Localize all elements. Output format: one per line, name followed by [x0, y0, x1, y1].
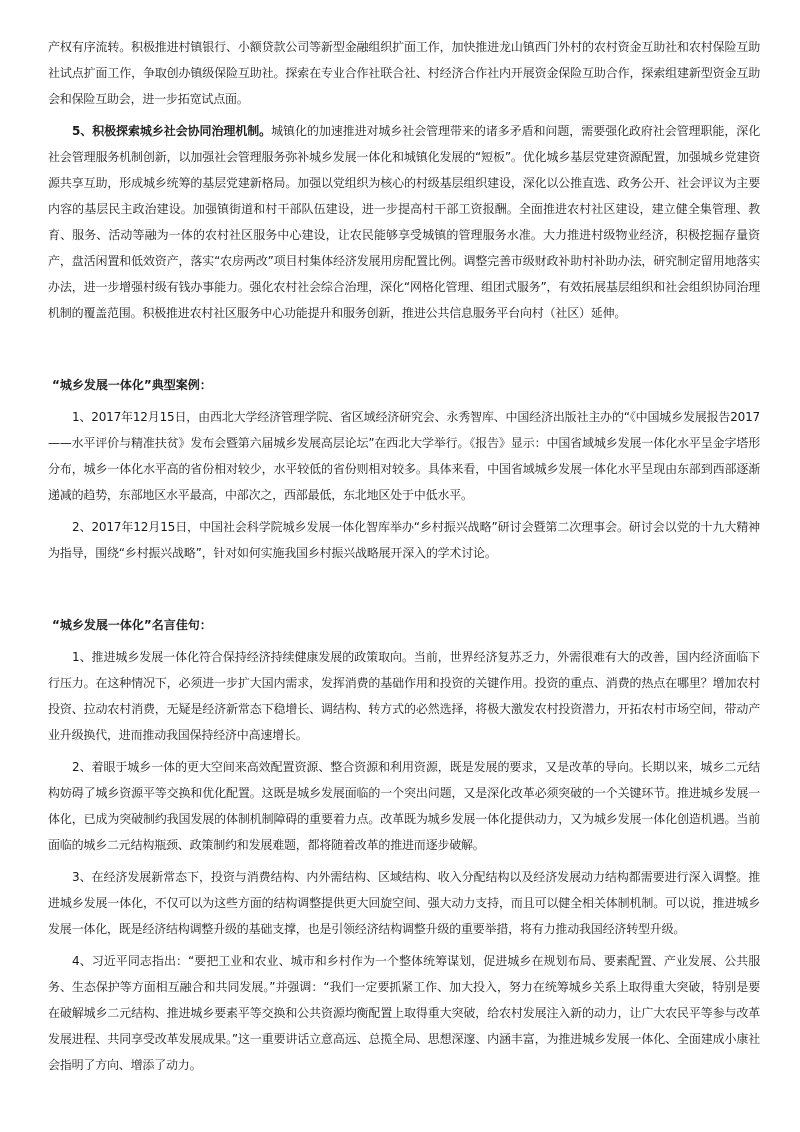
quote-item-1: 1、推进城乡发展一体化符合保持经济持续健康发展的政策取向。当前，世界经济复苏乏力，外需很难有大的改善，国内经济面临下行压力。在这种情况下，必须进一步扩大国内需求，发挥消费的基础作用和投资的关键作用。投资的重点、消费的热点在哪里？增加农村投资、拉动农村消费，无疑是经济新常态下稳增长、调结构、转方式的必然选择，将极大激发农村投资潜力，开拓农村市场空间，带动产业升级换代，进而推动我国保持经济中高速增长。	[48, 650, 760, 742]
case-item-1: 1、2017年12月15日，由西北大学经济管理学院、省区域经济研究会、永秀智库、中国经济出版社主办的“《中国城乡发展报告2017——水平评价与精准扶贫》发布会暨第六届城乡发展高层论坛”在西北大学举行。《报告》显示：中国省域城乡发展一体化水平呈金字塔形分布，城乡一体化水平高的省份相对较少，水平较低的省份则相对较多。具体来看，中国省域城乡发展一体化水平呈现由东部到西部逐渐递减的趋势，东部地区水平最高，中部次之，西部最低，东北地区处于中低水平。	[48, 410, 760, 502]
case-item-2: 2、2017年12月15日，中国社会科学院城乡发展一体化智库举办“乡村振兴战略”研讨会暨第二次理事会。研讨会以党的十九大精神为指导，围绕“乡村振兴战略”，针对如何实施我国乡村振兴战略展开深入的学术讨论。	[48, 520, 760, 560]
section-gap	[48, 332, 760, 372]
document-page	[48, 34, 760, 1084]
quotes-heading: “城乡发展一体化”名言佳句：	[52, 618, 212, 632]
quote-item-3: 3、在经济发展新常态下，投资与消费结构、内外需结构、区域结构、收入分配结构以及经济发展动力结构都需要进行深入调整。推进城乡发展一体化，不仅可以为这些方面的结构调整提供更大回旋空间、强大动力支持，而且可以健全相关体制机制。可以说，推进城乡发展一体化，既是经济结构调整升级的基础支撑，也是引领经济结构调整升级的重要举措，将有力推动我国经济转型升级。	[48, 870, 760, 936]
quote-item-4: 4、习近平同志指出：“要把工业和农业、城市和乡村作为一个整体统筹谋划，促进城乡在规划布局、要素配置、产业发展、公共服务、生态保护等方面相互融合和共同发展。”并强调：“我们一定要抓紧工作、加大投入，努力在统筹城乡关系上取得重大突破，特别是要在破解城乡二元结构、推进城乡要素平等交换和公共资源均衡配置上取得重大突破，给农村发展注入新的动力，让广大农民平等参与改革发展进程、共同享受改革发展成果。”这一重要讲话立意高远、总揽全局、思想深邃、内涵丰富，为推进城乡发展一体化、全面建成小康社会指明了方向、增添了动力。	[48, 954, 760, 1072]
point-5-paragraph	[48, 118, 760, 326]
quote-item-2: 2、着眼于城乡一体的更大空间来高效配置资源、整合资源和利用资源，既是发展的要求，又是改革的导向。长期以来，城乡二元结构妨碍了城乡资源平等交换和优化配置。这既是城乡发展面临的一个突出问题，又是深化改革必须突破的一个关键环节。推进城乡发展一体化，已成为突破制约我国发展的体制机制障碍的重要着力点。改革既为城乡发展一体化提供动力，又为城乡发展一体化创造机遇。当前面临的城乡二元结构瓶颈、政策制约和发展难题，都将随着改革的推进而逐步破解。	[48, 760, 760, 852]
section-gap	[48, 572, 760, 612]
cases-heading: “城乡发展一体化”典型案例：	[52, 378, 212, 392]
point-5-body: 城镇化的加速推进对城乡社会管理带来的诸多矛盾和问题，需要强化政府社会管理职能，深化社会管理服务机制创新，以加强社会管理服务弥补城乡发展一体化和城镇化发展的“短板”。优化城乡基层党建资源配置，加强城乡党建资源共享互助，形成城乡统筹的基层党建新格局。加强以党组织为核心的村级基层组织建设，深化以公推直选、政务公开、社会评议为主要内容的基层民主政治建设。加强镇街道和村干部队伍建设，进一步提高村干部工资报酬。全面推进农村社区建设，建立健全集管理、教育、服务、活动等融为一体的农村社区服务中心建设，让农民能够享受城镇的管理服务水准。大力推进村级物业经济，积极挖掘存量资产，盘活闲置和低效资产，落实“农房两改”项目村集体经济发展用房配置比例。调整完善市级财政补助村补助办法，研究制定留用地落实办法，进一步增强村级有钱办事能力。强化农村社会综合治理，深化“网格化管理、组团式服务”，有效拓展基层组织和社会组织协同治理机制的覆盖范围。积极推进农村社区服务中心功能提升和服务创新，推进公共信息服务平台向村（社区）延伸。	[48, 124, 760, 320]
intro-paragraph: 产权有序流转。积极推进村镇银行、小额贷款公司等新型金融组织扩面工作，加快推进龙山镇西门外村的农村资金互助社和农村保险互助社试点扩面工作，争取创办镇级保险互助社。探索在专业合作社联合社、村经济合作社内开展资金保险互助合作，探索组建新型资金互助会和保险互助会，进一步拓宽试点面。	[48, 40, 760, 106]
point-5-title: 5、积极探索城乡社会协同治理机制。	[72, 124, 272, 138]
